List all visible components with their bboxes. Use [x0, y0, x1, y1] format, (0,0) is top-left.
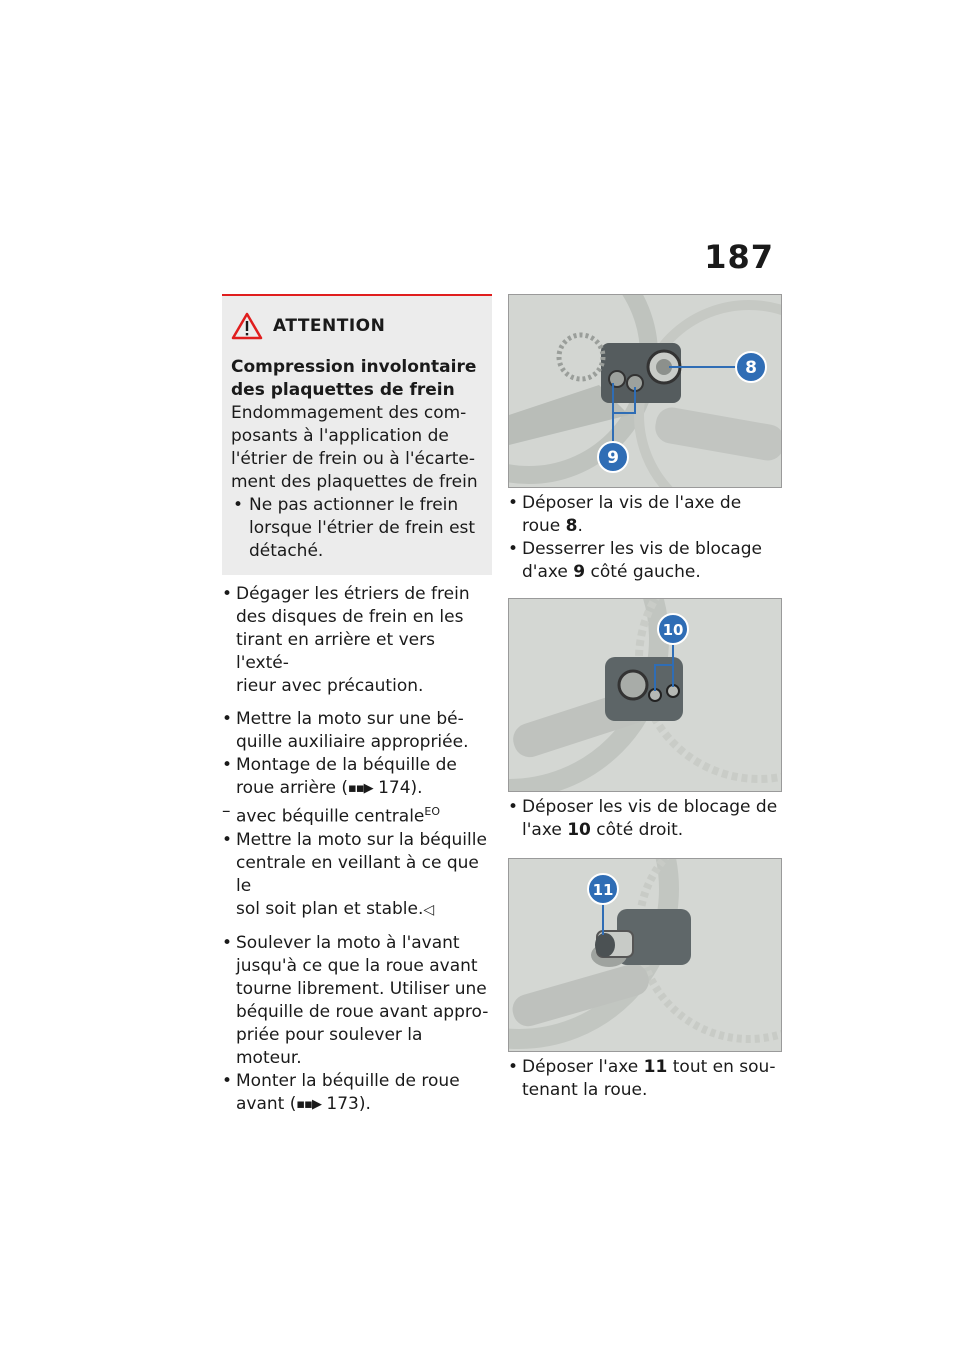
page-number: 187 — [704, 238, 774, 276]
step-text: avant ( — [236, 1093, 297, 1114]
step-line: • Monter la béquille de roue — [236, 1070, 460, 1091]
step-line: tourne librement. Utiliser une — [236, 978, 487, 999]
warning-triangle-icon — [231, 312, 263, 340]
warning-subject — [231, 356, 482, 402]
step-text: . — [577, 516, 583, 536]
warning-bullet-line: • Ne pas actionner le frein — [249, 495, 459, 515]
page-reference-arrow-icon: ▪▪▶ — [296, 1096, 321, 1112]
warning-bullet-line: détaché. — [249, 541, 324, 561]
option-code: EO — [424, 805, 440, 818]
callout-8: 8 — [745, 358, 757, 378]
step-line: • Desserrer les vis de blocage — [522, 539, 762, 559]
step-line — [522, 561, 783, 584]
warning-text-line: ment des plaquettes de frein — [231, 472, 478, 492]
end-marker-icon: ◁ — [423, 901, 435, 918]
step-line: tirant en arrière et vers l'exté- — [236, 630, 435, 673]
step-line — [236, 1093, 492, 1116]
step-line — [522, 515, 783, 538]
condition-center-stand — [222, 800, 492, 829]
warning-title: ATTENTION — [273, 316, 386, 336]
step-line: • Dégager les étriers de frein — [236, 584, 470, 604]
step-rear-stand — [222, 754, 492, 800]
step-front-stand — [222, 1070, 492, 1116]
step-remove-clamp-right — [508, 796, 783, 842]
warning-subject-line: Compression involontaire — [231, 357, 477, 377]
step-loosen-clamp-left — [508, 538, 783, 584]
step-line: tenant la roue. — [522, 1080, 648, 1100]
step-line: • Soulever la moto à l'avant — [236, 932, 460, 953]
step-text: côté droit. — [590, 820, 684, 840]
part-number: 8 — [565, 516, 578, 536]
step-line: • Déposer les vis de blocage de — [522, 797, 778, 817]
step-lift-front — [222, 932, 492, 1070]
step-line — [236, 777, 492, 800]
step-line: • Mettre la moto sur la béquille — [236, 829, 487, 850]
step-remove-axle — [508, 1056, 783, 1102]
step-auxiliary-stand — [222, 708, 492, 754]
condition-text: avec béquille centrale — [236, 806, 425, 827]
part-number: 10 — [567, 820, 591, 840]
axle-left-illustration — [509, 295, 781, 487]
step-text: d'axe — [522, 562, 574, 582]
step-text: l'axe — [522, 820, 568, 840]
part-number: 9 — [573, 562, 586, 582]
photo-axle-screw-left — [508, 294, 782, 488]
warning-bullet-line: lorsque l'étrier de frein est — [249, 518, 476, 538]
step-line: quille auxiliaire appropriée. — [236, 732, 469, 752]
step-line: • Déposer la vis de l'axe de — [522, 493, 742, 513]
step-text: tout en sou- — [667, 1057, 776, 1077]
step-text: roue — [522, 516, 566, 536]
step-line: centrale en veillant à ce que le — [236, 852, 479, 896]
part-number: 11 — [643, 1057, 668, 1077]
warning-text-line: Endommagement des com- — [231, 403, 467, 423]
step-text: côté gauche. — [585, 562, 701, 582]
step-center-stand — [222, 829, 492, 922]
step-release-calipers — [222, 583, 492, 698]
callout-9: 9 — [607, 448, 619, 468]
step-text: sol soit plan et stable. — [236, 898, 424, 919]
step-line: priée pour soulever la moteur. — [236, 1024, 423, 1068]
clamp-right-illustration — [509, 599, 781, 791]
warning-text — [231, 402, 482, 494]
step-line — [522, 819, 783, 842]
warning-text-line: posants à l'application de — [231, 426, 449, 446]
page-reference-link[interactable]: 174). — [378, 778, 423, 798]
left-column — [222, 294, 492, 1116]
step-line: • Mettre la moto sur une bé- — [236, 709, 464, 729]
warning-box — [222, 294, 492, 575]
page-reference-arrow-icon: ▪▪▶ — [348, 781, 373, 796]
photo-clamp-right — [508, 598, 782, 792]
warning-subject-line: des plaquettes de frein — [231, 380, 455, 400]
step-text: Déposer l'axe — [522, 1057, 644, 1077]
callout-10: 10 — [662, 621, 684, 639]
photo-axle-removal — [508, 858, 782, 1052]
step-line: jusqu'à ce que la roue avant — [236, 955, 478, 976]
warning-header — [231, 312, 482, 340]
warning-text-line: l'étrier de frein ou à l'écarte- — [231, 449, 475, 469]
step-line: rieur avec précaution. — [236, 676, 424, 696]
step-line: • Montage de la béquille de — [236, 755, 457, 775]
page-reference-link[interactable]: 173). — [326, 1093, 371, 1114]
warning-bullet — [231, 494, 482, 563]
step-remove-axle-screw — [508, 492, 783, 538]
step-line — [522, 1056, 783, 1079]
step-line: des disques de frein en les — [236, 607, 464, 627]
step-line — [236, 898, 492, 922]
step-text: roue arrière ( — [236, 778, 349, 798]
axle-removal-illustration — [509, 859, 781, 1051]
step-line: béquille de roue avant appro- — [236, 1001, 489, 1022]
callout-11: 11 — [592, 881, 614, 899]
right-column — [508, 294, 783, 1102]
